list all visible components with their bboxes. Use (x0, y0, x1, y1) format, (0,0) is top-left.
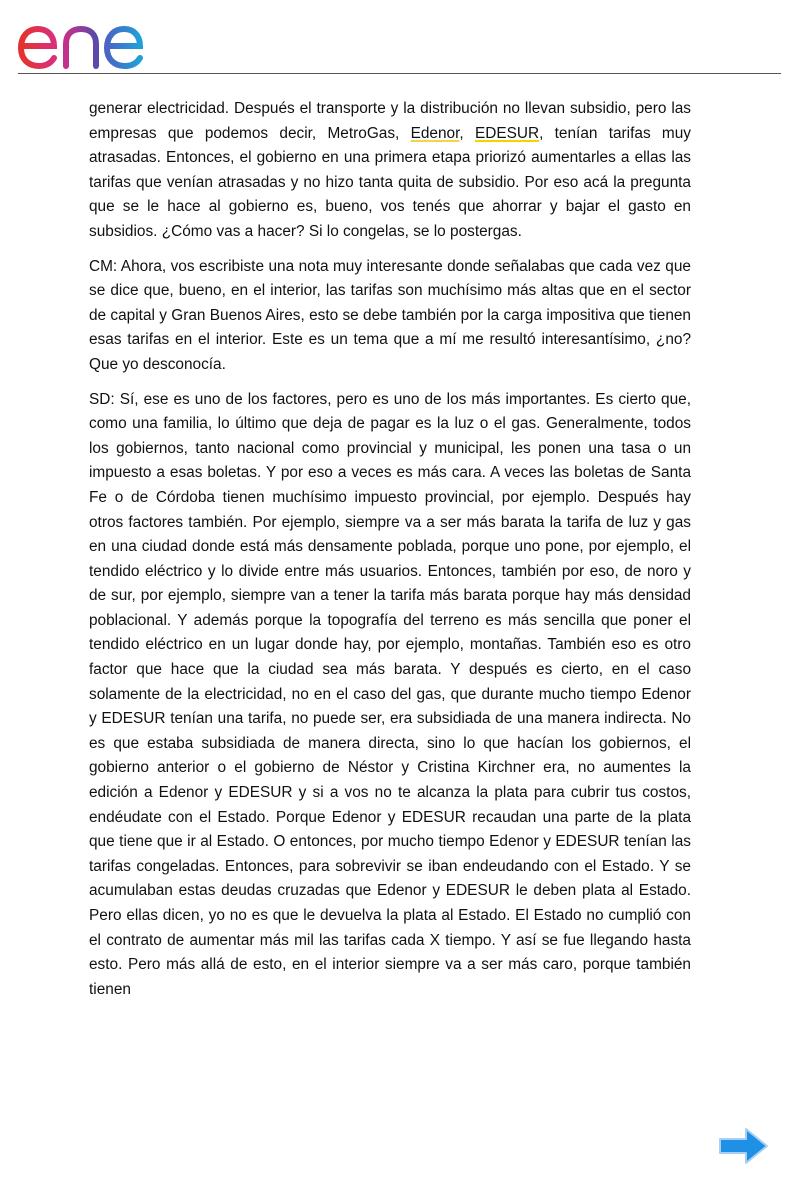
document-body (89, 97, 691, 1012)
paragraph-2: CM: Ahora, vos escribiste una nota muy interesante donde señalabas que cada vez que se dice que, bueno, en el interior, las tarifas son muchísimo más altas que en el sector de capital y Gran Buenos Aires, esto se debe también por la carga impositiva que tienen esas tarifas en el interior. Este es un tema que a mí me resultó interesantísimo, ¿no? Que yo desconocía. (89, 257, 691, 373)
header-divider (18, 73, 781, 74)
next-page-button[interactable] (716, 1126, 770, 1166)
enel-logo-graphic (16, 8, 181, 70)
enel-logo (16, 8, 181, 70)
paragraph-1: generar electricidad. Después el transporte y la distribución no llevan subsidio, pero las empresas que podemos decir, MetroGas, Edenor, EDESUR, tenían tarifas muy atrasadas. Entonces, el gobierno en una primera etapa priorizó aumentarles a ellas las tarifas que venían atrasadas y no hizo tanta quita de subsidio. Por eso acá la pregunta que se le hace al gobierno es, bueno, vos tenés que ahorrar y bajar el gasto en subsidios. ¿Cómo vas a hacer? Si lo congelas, se lo postergas. (89, 100, 691, 240)
highlighted-term-edesur: EDESUR (474, 124, 540, 142)
paragraph-3: SD: Sí, ese es uno de los factores, pero es uno de los más importantes. Es cierto que, como una familia, lo último que deja de pagar es la luz o el gas. Generalmente, todos los gobiernos, tanto nacional como provincial y municipal, les ponen una tasa o un impuesto a esas boletas. Y por eso a veces es más cara. A veces las boletas de Santa Fe o de Córdoba tienen muchísimo impuesto provincial, por ejemplo. Después hay otros factores también. Por ejemplo, siempre va a ser más barata la tarifa de luz y gas en una ciudad donde está más densamente poblada, porque uno pone, por ejemplo, el tendido eléctrico y lo divide entre más usuarios. Entonces, también por eso, de noro y de sur, por ejemplo, siempre van a tener la tarifa más barata porque hay más densidad poblacional. Y además porque la topografía del terreno es más sencilla que poner el tendido eléctrico en un lugar donde hay, por ejemplo, montañas. También eso es otro factor que hace que la ciudad sea más barata. Y después es cierto, en el caso solamente de la electricidad, no en el caso del gas, que durante mucho tiempo Edenor y EDESUR tenían una tarifa, no puede ser, era subsidiada de una manera indirecta. No es que estaba subsidiada de manera directa, sino lo que hacían los gobiernos, el gobierno anterior o el gobierno de Néstor y Cristina Kirchner era, no aumentes la edición a Edenor y EDESUR y si a vos no te alcanza la plata para cubrir tus costos, endéudate con el Estado. Porque Edenor y EDESUR recaudan una parte de la plata que tiene que ir al Estado. O entonces, por mucho tiempo Edenor y EDESUR tenían las tarifas congeladas. Entonces, para sobrevivir se iban endeudando con el Estado. Y se acumulaban estas deudas cruzadas que Edenor y EDESUR le deben plata al Estado. Pero ellas dicen, yo no es que le devuelva la plata al Estado. El Estado no cumplió con el contrato de aumentar más mil las tarifas cada X tiempo. Y así se fue llegando hasta esto. Pero más allá de esto, en el interior siempre va a ser más caro, porque también tienen (89, 390, 691, 998)
arrow-right-icon (716, 1126, 770, 1166)
highlighted-term-edenor: Edenor (410, 124, 460, 142)
